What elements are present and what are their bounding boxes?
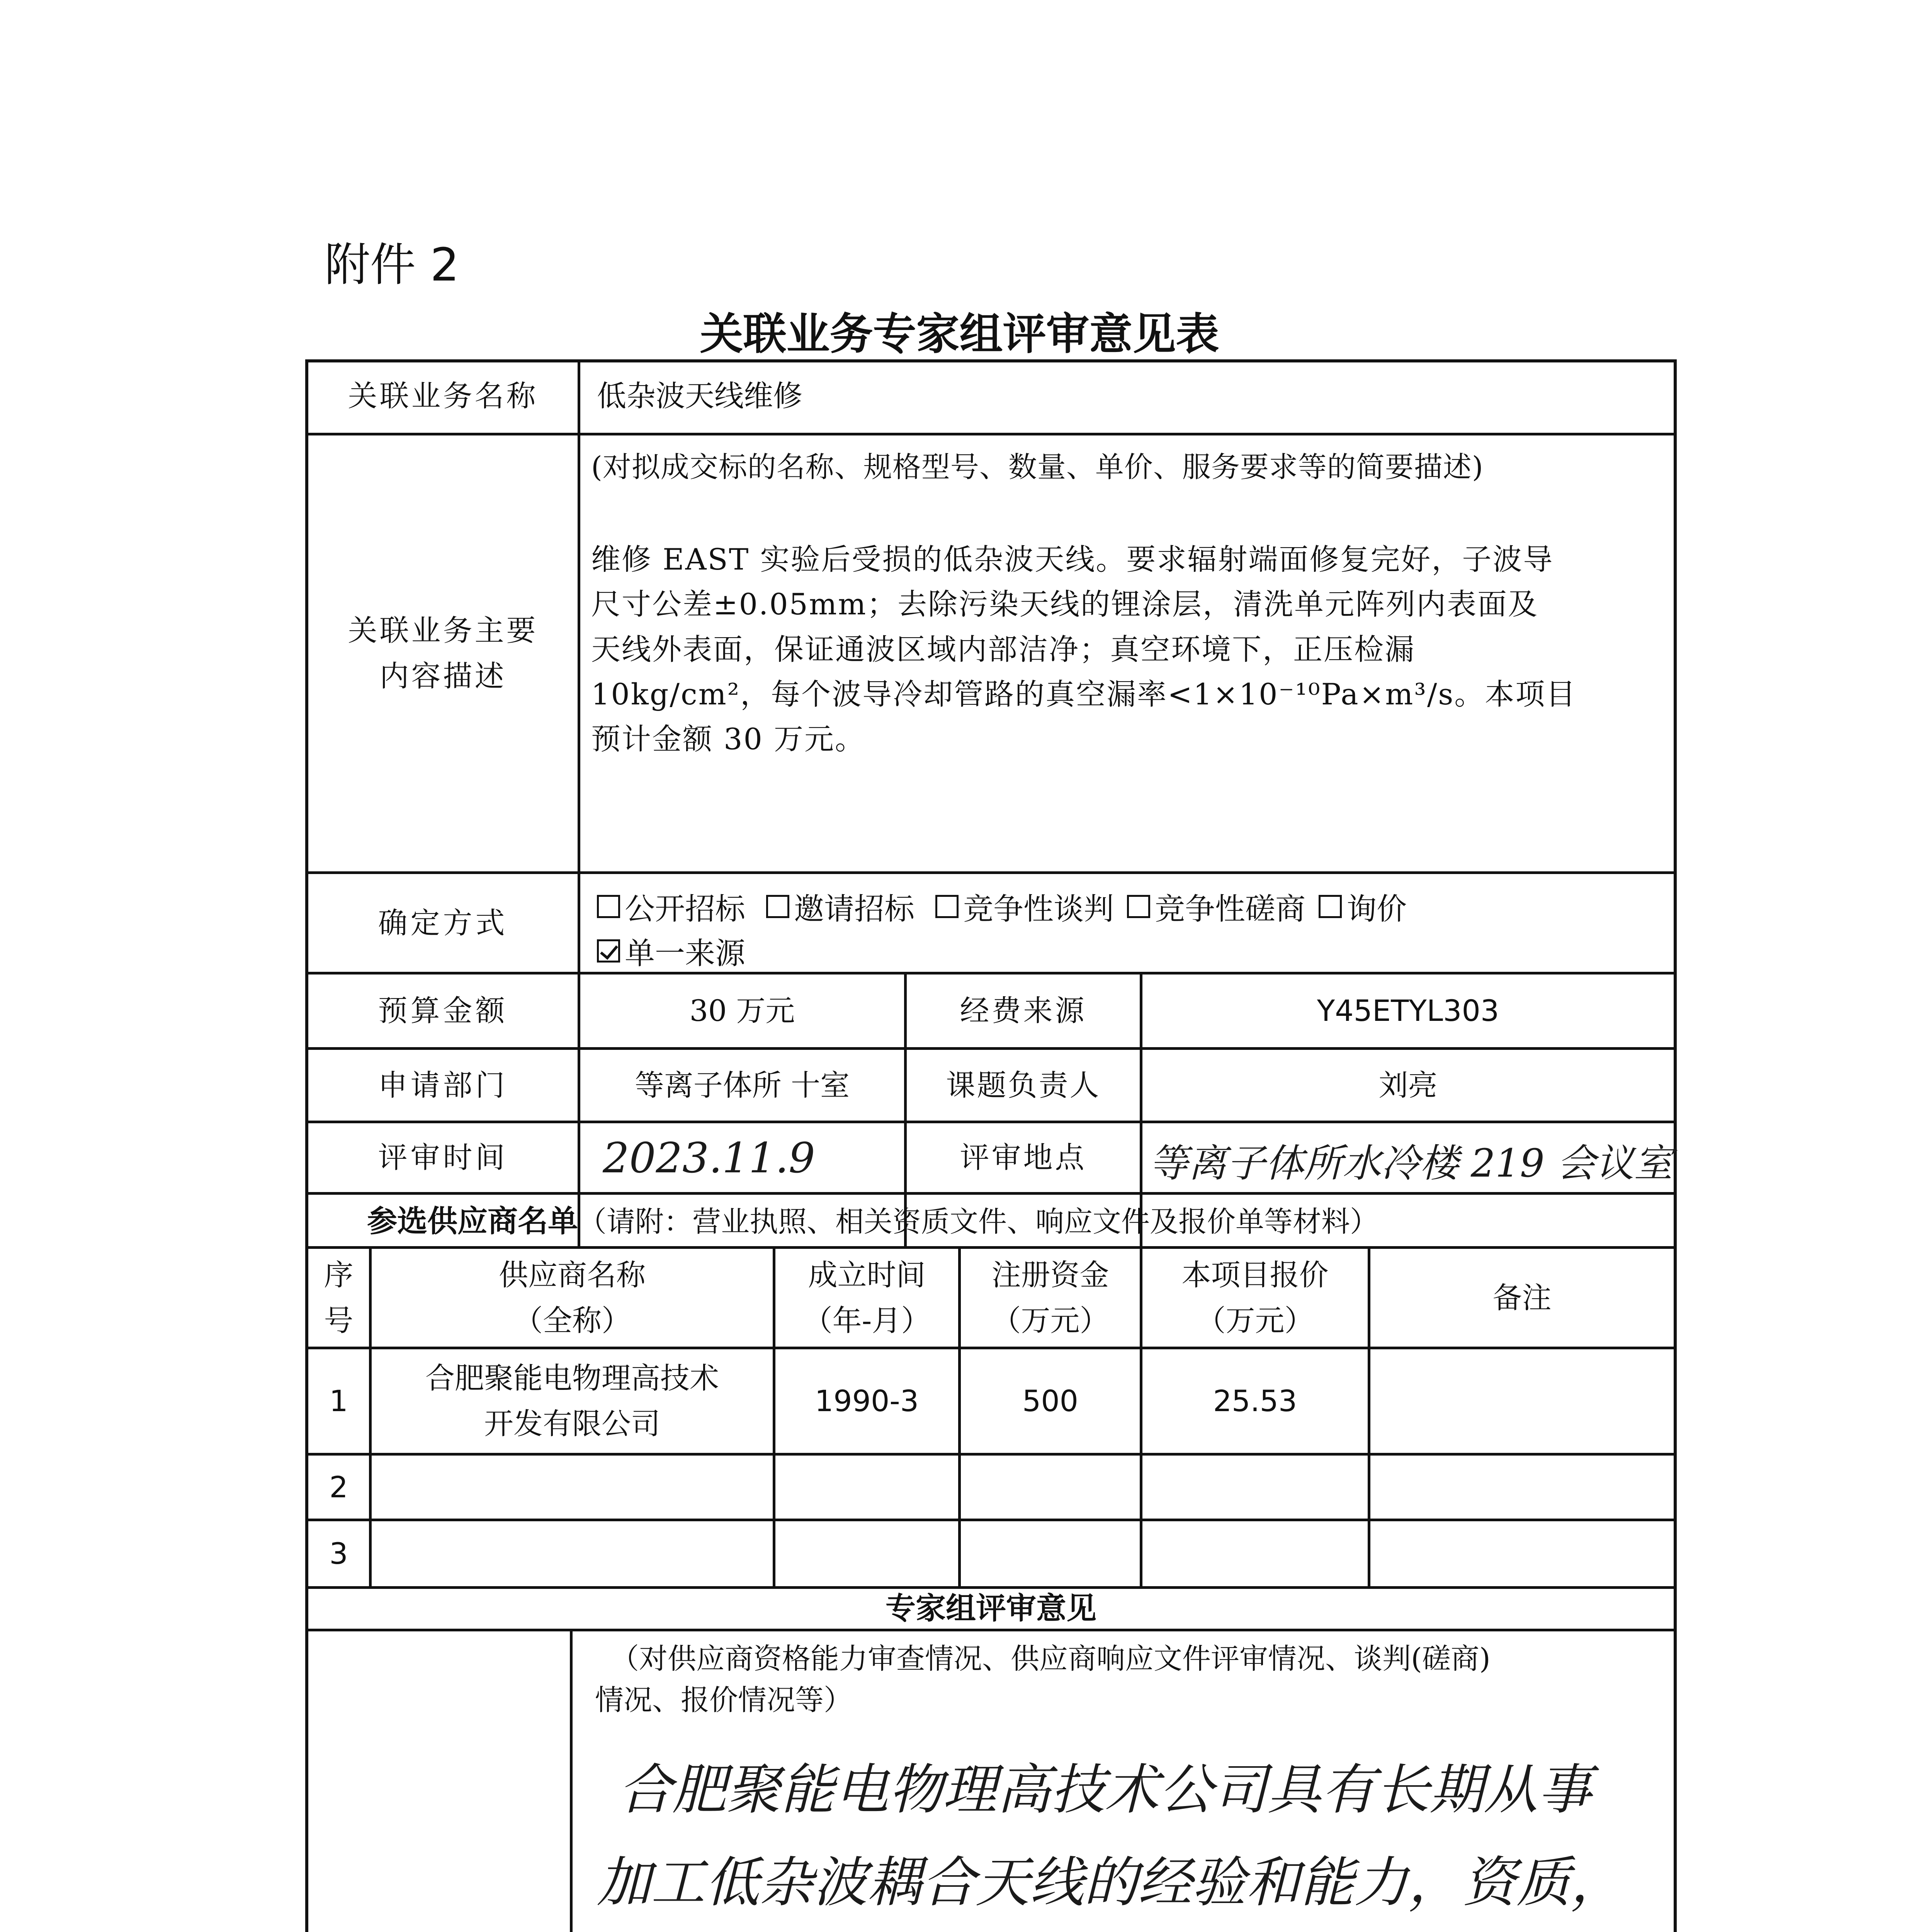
- main-content-line: 维修 EAST 实验后受损的低杂波天线。要求辐射端面修复完好，子波导: [591, 542, 1554, 577]
- method-option-label: 单一来源: [625, 936, 746, 971]
- supplier-capital: [961, 1521, 1140, 1586]
- main-content-line: 天线外表面，保证通波区域内部洁净；真空环境下，正压检漏: [591, 632, 1415, 667]
- supplier-founded: 1990-3: [814, 1384, 919, 1418]
- supplier-seq: 2: [329, 1469, 348, 1504]
- method-options-row2: [597, 929, 745, 973]
- department-value: 等离子体所 十室: [634, 1068, 850, 1102]
- header-remark: 备注: [1492, 1280, 1552, 1315]
- header-capital-line2: （万元）: [991, 1303, 1109, 1338]
- checkbox-public-tender[interactable]: [597, 895, 620, 918]
- row-divider: [305, 1192, 1677, 1195]
- method-option-label: 竞争性谈判: [963, 892, 1114, 927]
- col-divider: [773, 1246, 775, 1586]
- supplier-section-title: 参选供应商名单: [367, 1204, 578, 1239]
- row-divider: [305, 1246, 1677, 1249]
- checkbox-inquiry[interactable]: [1319, 895, 1342, 918]
- review-time-label: 评审时间: [378, 1140, 508, 1175]
- attachment-label: 附件 2: [325, 238, 459, 291]
- header-founded-line1: 成立时间: [808, 1257, 926, 1292]
- review-time-value: 2023.11.9: [603, 1134, 815, 1182]
- col-divider: [1368, 1246, 1370, 1586]
- main-content-label-line2: 内容描述: [379, 659, 507, 693]
- checkbox-invited-tender[interactable]: [766, 895, 789, 918]
- department-label: 申请部门: [378, 1068, 508, 1102]
- business-name-label: 关联业务名称: [348, 379, 538, 413]
- supplier-capital: [961, 1456, 1140, 1519]
- header-seq: [308, 1249, 369, 1347]
- main-content-label-line1: 关联业务主要: [348, 613, 538, 648]
- header-quote-line1: 本项目报价: [1181, 1257, 1329, 1292]
- col-divider: [369, 1246, 372, 1586]
- header-founded: [775, 1249, 958, 1347]
- checkbox-competitive-consultation[interactable]: [1127, 895, 1150, 918]
- col-divider: [1140, 1246, 1142, 1586]
- row-divider: [305, 1047, 1677, 1050]
- opinion-hint-line1: （对供应商资格能力审查情况、供应商响应文件评审情况、谈判(磋商): [610, 1642, 1491, 1675]
- row-divider: [305, 1519, 1677, 1521]
- checkbox-competitive-negotiation[interactable]: [935, 895, 959, 918]
- main-content-line: 10kg/cm²，每个波导冷却管路的真空漏率<1×10⁻¹⁰Pa×m³/s。本项目: [591, 677, 1577, 711]
- main-content-description: [591, 537, 1669, 762]
- leader-label: 课题负责人: [946, 1068, 1101, 1102]
- review-place-label: 评审地点: [960, 1140, 1087, 1175]
- method-option-label: 询价: [1346, 892, 1407, 927]
- row-divider: [305, 433, 1677, 435]
- header-name-line2: （全称）: [513, 1303, 631, 1338]
- supplier-name-line1: 合肥聚能电物理高技术: [425, 1361, 719, 1396]
- opinion-handwritten-line: 加工低杂波耦合天线的经验和能力，资质，: [597, 1851, 1625, 1914]
- row-divider: [305, 1347, 1677, 1349]
- funding-value: Y45ETYL303: [1317, 993, 1499, 1028]
- supplier-name: [372, 1456, 773, 1519]
- row-divider: [305, 1121, 1677, 1123]
- col-divider: [578, 359, 580, 1246]
- supplier-quote: [1142, 1521, 1368, 1586]
- form-title: 关联业务专家组评审意见表: [700, 309, 1219, 359]
- header-quote: [1142, 1249, 1368, 1347]
- supplier-section-header: [367, 1197, 1378, 1240]
- method-option-label: 竞争性磋商: [1155, 892, 1306, 927]
- col-divider: [570, 1629, 573, 1932]
- main-content-line: 预计金额 30 万元。: [591, 722, 866, 757]
- opinion-section-title: 专家组评审意见: [885, 1591, 1096, 1626]
- budget-label: 预算金额: [378, 993, 508, 1028]
- opinion-label: [308, 1631, 570, 1932]
- supplier-founded: [775, 1456, 958, 1519]
- opinion-handwritten-line: 合肥聚能电物理高技术公司具有长期从事: [618, 1759, 1592, 1821]
- row-divider: [305, 871, 1677, 874]
- supplier-name-line2: 开发有限公司: [484, 1406, 660, 1441]
- method-label: 确定方式: [378, 905, 508, 940]
- header-name-line1: 供应商名称: [499, 1257, 646, 1292]
- review-place-value: 等离子体所水冷楼 219 会议室: [1149, 1141, 1673, 1186]
- supplier-capital: 500: [1022, 1384, 1079, 1418]
- checkbox-single-source[interactable]: [597, 939, 620, 963]
- main-content-hint: (对拟成交标的名称、规格型号、数量、单价、服务要求等的简要描述): [591, 451, 1484, 484]
- header-seq-line2: 号: [324, 1303, 354, 1338]
- main-content-line: 尺寸公差±0.05mm；去除污染天线的锂涂层，清洗单元阵列内表面及: [591, 587, 1539, 622]
- supplier-quote: 25.53: [1213, 1384, 1297, 1418]
- supplier-name: [372, 1521, 773, 1586]
- supplier-seq: 1: [329, 1384, 348, 1418]
- supplier-quote: [1142, 1456, 1368, 1519]
- funding-label: 经费来源: [960, 993, 1087, 1028]
- budget-value: 30 万元: [689, 993, 795, 1028]
- header-quote-line2: （万元）: [1196, 1303, 1314, 1338]
- main-content-label: [308, 435, 578, 871]
- business-name-value: 低杂波天线维修: [597, 379, 802, 413]
- supplier-seq: 3: [329, 1536, 348, 1571]
- supplier-section-hint: （请附：营业执照、相关资质文件、响应文件及报价单等材料）: [578, 1205, 1379, 1238]
- supplier-remark: [1370, 1349, 1674, 1453]
- method-options-row1: [597, 885, 1407, 928]
- header-capital-line1: 注册资金: [991, 1257, 1109, 1292]
- row-divider: [305, 972, 1677, 975]
- supplier-remark: [1370, 1521, 1674, 1586]
- supplier-name: [372, 1349, 773, 1453]
- opinion-hint: [595, 1638, 1669, 1721]
- col-divider: [958, 1246, 961, 1586]
- opinion-hint-line2: 情况、报价情况等）: [595, 1684, 852, 1717]
- header-founded-line2: （年-月）: [803, 1303, 931, 1338]
- header-seq-line1: 序: [324, 1257, 354, 1292]
- supplier-remark: [1370, 1456, 1674, 1519]
- row-divider: [305, 1453, 1677, 1456]
- method-option-label: 公开招标: [625, 892, 746, 927]
- header-capital: [961, 1249, 1140, 1347]
- header-supplier-name: [372, 1249, 773, 1347]
- method-option-label: 邀请招标: [794, 892, 915, 927]
- leader-value: 刘亮: [1378, 1068, 1438, 1102]
- supplier-founded: [775, 1521, 958, 1586]
